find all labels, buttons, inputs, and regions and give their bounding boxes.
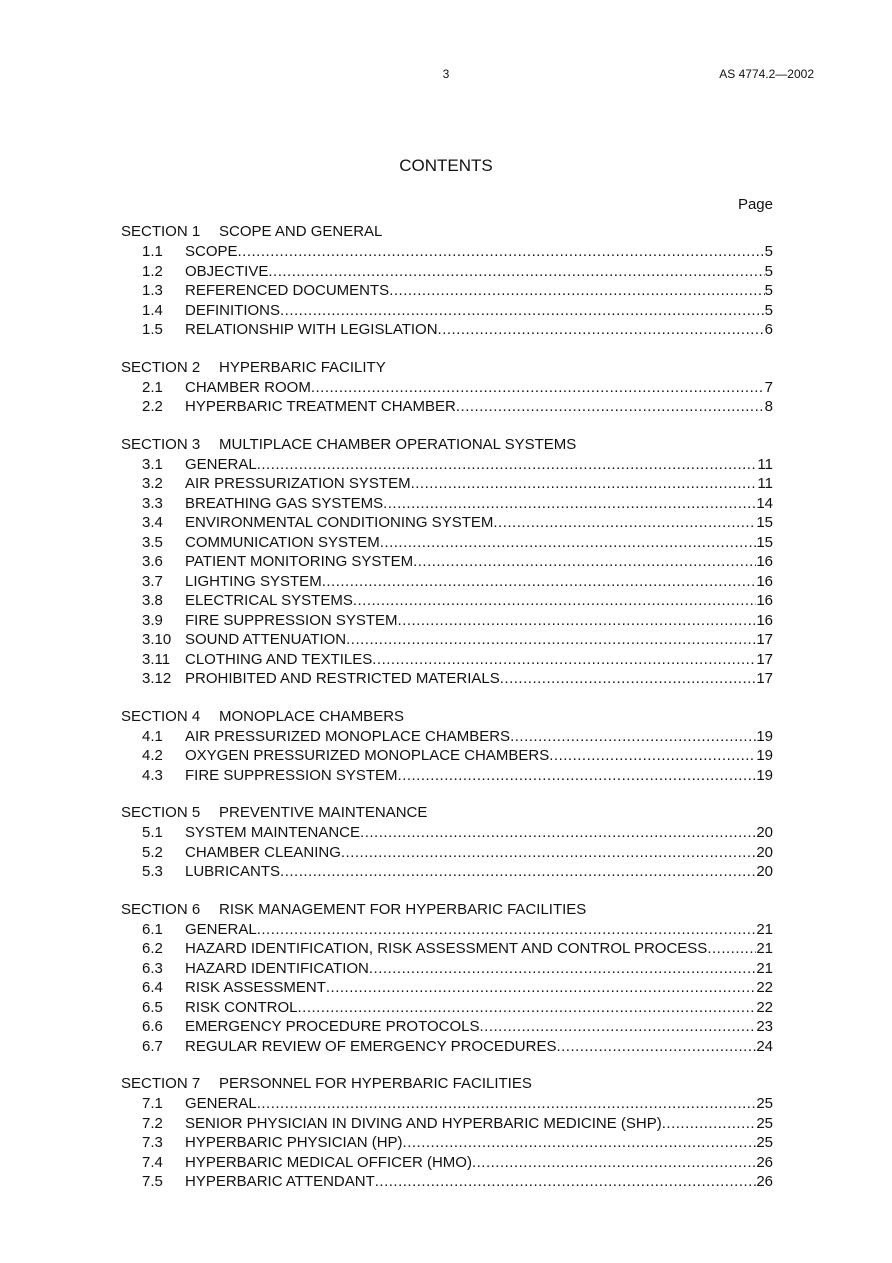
section-title: HYPERBARIC FACILITY: [219, 358, 386, 376]
entry-label: GENERAL: [185, 1095, 257, 1112]
dot-leader: [372, 650, 756, 670]
table-of-contents: [121, 222, 773, 1210]
entry-number: 1.2: [142, 262, 163, 280]
entry-label: OXYGEN PRESSURIZED MONOPLACE CHAMBERS: [185, 747, 550, 764]
entry-page-number: 14: [756, 494, 773, 512]
toc-entry[interactable]: [121, 494, 773, 514]
dot-leader: [438, 320, 765, 340]
entry-page-number: 19: [756, 747, 773, 764]
entry-number: 3.9: [142, 611, 163, 629]
dot-leader: [662, 1114, 757, 1134]
entry-number: 1.4: [142, 301, 163, 319]
entry-number: 3.5: [142, 533, 163, 551]
entry-number: 3.6: [142, 553, 163, 570]
toc-entry[interactable]: [121, 630, 773, 650]
entry-label: GENERAL: [185, 920, 257, 938]
entry-number: 3.10: [142, 631, 172, 648]
entry-page-number: 5: [764, 282, 773, 299]
section-number: SECTION 2: [121, 358, 201, 376]
entry-number: 5.1: [142, 824, 163, 841]
page-number: 3: [442, 67, 450, 81]
entry-number: 5.3: [142, 863, 163, 880]
entry-page-number: 25: [756, 1095, 773, 1112]
section-heading[interactable]: [121, 358, 773, 378]
entry-page-number: 7: [764, 378, 773, 396]
entry-number: 1.3: [142, 282, 163, 299]
entry-number: 4.3: [142, 766, 163, 784]
dot-leader: [493, 513, 756, 533]
section-title: MONOPLACE CHAMBERS: [219, 707, 405, 725]
entry-number: 1.5: [142, 321, 163, 338]
entry-number: 3.4: [142, 514, 163, 531]
section-title: MULTIPLACE CHAMBER OPERATIONAL SYSTEMS: [219, 435, 577, 453]
entry-page-number: 8: [764, 398, 773, 415]
entry-number: 3.3: [142, 494, 163, 512]
toc-entry[interactable]: [121, 1172, 773, 1192]
dot-leader: [257, 455, 758, 475]
toc-entry[interactable]: [121, 766, 773, 786]
entry-number: 7.2: [142, 1114, 163, 1132]
section-title: RISK MANAGEMENT FOR HYPERBARIC FACILITIES: [219, 900, 587, 918]
toc-entry[interactable]: [121, 998, 773, 1018]
entry-page-number: 20: [756, 824, 773, 841]
entry-page-number: 19: [756, 727, 773, 745]
entry-number: 6.4: [142, 979, 163, 996]
dot-leader: [398, 766, 757, 786]
entry-label: REGULAR REVIEW OF EMERGENCY PROCEDURES: [185, 1037, 557, 1055]
page-title: CONTENTS: [399, 156, 493, 175]
dot-leader: [411, 474, 758, 494]
entry-label: HYPERBARIC ATTENDANT: [185, 1173, 375, 1190]
toc-section: [121, 803, 773, 882]
entry-label: HYPERBARIC TREATMENT CHAMBER: [185, 398, 456, 415]
section-heading[interactable]: [121, 435, 773, 455]
toc-entry[interactable]: [121, 823, 773, 843]
toc-entry[interactable]: [121, 1153, 773, 1173]
entry-page-number: 17: [756, 670, 773, 687]
dot-leader: [383, 494, 756, 514]
entry-label: COMMUNICATION SYSTEM: [185, 533, 380, 551]
toc-section: [121, 707, 773, 786]
toc-entry[interactable]: [121, 920, 773, 940]
entry-page-number: 17: [756, 631, 773, 648]
entry-label: ELECTRICAL SYSTEMS: [185, 592, 353, 609]
toc-entry[interactable]: [121, 397, 773, 417]
dot-leader: [280, 862, 756, 882]
entry-label: AIR PRESSURIZED MONOPLACE CHAMBERS: [185, 727, 511, 745]
entry-number: 1.1: [142, 243, 163, 260]
entry-page-number: 20: [756, 843, 773, 861]
toc-entry[interactable]: [121, 939, 773, 959]
entry-number: 3.11: [142, 650, 171, 668]
entry-page-number: 16: [756, 572, 773, 590]
toc-entry[interactable]: [121, 978, 773, 998]
dot-leader: [456, 397, 765, 417]
section-number: SECTION 4: [121, 707, 201, 725]
dot-leader: [341, 843, 756, 863]
entry-page-number: 15: [756, 533, 773, 551]
entry-page-number: 6: [764, 321, 773, 338]
section-heading[interactable]: [121, 900, 773, 920]
dot-leader: [472, 1153, 756, 1173]
entry-label: DEFINITIONS: [185, 301, 281, 319]
toc-entry[interactable]: [121, 746, 773, 766]
dot-leader: [510, 727, 756, 747]
dot-leader: [353, 591, 756, 611]
entry-page-number: 26: [756, 1173, 773, 1190]
toc-entry[interactable]: [121, 727, 773, 747]
entry-page-number: 22: [756, 998, 773, 1016]
dot-leader: [398, 611, 757, 631]
entry-number: 6.7: [142, 1037, 163, 1055]
toc-entry[interactable]: [121, 262, 773, 282]
entry-page-number: 16: [756, 592, 773, 609]
toc-entry[interactable]: [121, 242, 773, 262]
dot-leader: [322, 572, 757, 592]
entry-page-number: 22: [756, 979, 773, 996]
entry-page-number: 24: [756, 1037, 773, 1055]
entry-label: RISK ASSESSMENT: [185, 979, 326, 996]
entry-label: ENVIRONMENTAL CONDITIONING SYSTEM: [185, 514, 494, 531]
entry-page-number: 16: [756, 611, 773, 629]
toc-entry[interactable]: [121, 572, 773, 592]
dot-leader: [413, 552, 756, 572]
section-heading[interactable]: [121, 707, 773, 727]
toc-entry[interactable]: [121, 552, 773, 572]
entry-number: 7.3: [142, 1134, 163, 1151]
toc-section: [121, 222, 773, 340]
dot-leader: [238, 242, 765, 262]
toc-entry[interactable]: [121, 1094, 773, 1114]
section-number: SECTION 5: [121, 804, 201, 821]
entry-label: CLOTHING AND TEXTILES: [185, 650, 373, 668]
dot-leader: [311, 378, 765, 398]
entry-number: 7.1: [142, 1095, 163, 1112]
entry-label: HAZARD IDENTIFICATION, RISK ASSESSMENT AND CONTROL PROCESS: [185, 940, 708, 957]
dot-leader: [549, 746, 756, 766]
entry-label: FIRE SUPPRESSION SYSTEM: [185, 611, 398, 629]
section-title: PREVENTIVE MAINTENANCE: [219, 804, 428, 821]
entry-number: 6.3: [142, 959, 163, 977]
toc-entry[interactable]: [121, 320, 773, 340]
toc-section: [121, 1074, 773, 1192]
section-number: SECTION 1: [121, 223, 201, 240]
toc-entry[interactable]: [121, 669, 773, 689]
toc-entry[interactable]: [121, 533, 773, 553]
dot-leader: [375, 1172, 757, 1192]
entry-page-number: 19: [756, 766, 773, 784]
entry-label: RELATIONSHIP WITH LEGISLATION: [185, 321, 438, 338]
entry-number: 2.2: [142, 398, 163, 415]
entry-number: 5.2: [142, 843, 163, 861]
toc-entry[interactable]: [121, 1114, 773, 1134]
dot-leader: [707, 939, 756, 959]
entry-label: PATIENT MONITORING SYSTEM: [185, 553, 414, 570]
section-title: SCOPE AND GENERAL: [219, 223, 383, 240]
toc-section: [121, 435, 773, 689]
dot-leader: [403, 1133, 757, 1153]
dot-leader: [280, 301, 765, 321]
toc-entry[interactable]: [121, 843, 773, 863]
dot-leader: [369, 959, 756, 979]
dot-leader: [360, 823, 756, 843]
entry-page-number: 20: [756, 863, 773, 880]
entry-number: 2.1: [142, 378, 163, 396]
toc-entry[interactable]: [121, 281, 773, 301]
entry-page-number: 15: [756, 514, 773, 531]
dot-leader: [500, 669, 757, 689]
entry-number: 3.12: [142, 670, 172, 687]
toc-entry[interactable]: [121, 1133, 773, 1153]
entry-number: 3.2: [142, 475, 163, 492]
entry-label: LIGHTING SYSTEM: [185, 572, 322, 590]
entry-page-number: 25: [756, 1134, 773, 1151]
entry-number: 6.1: [142, 920, 163, 938]
dot-leader: [346, 630, 756, 650]
dot-leader: [480, 1017, 757, 1037]
toc-section: [121, 900, 773, 1057]
entry-label: HYPERBARIC PHYSICIAN (HP): [185, 1134, 403, 1151]
toc-section: [121, 358, 773, 417]
toc-entry[interactable]: [121, 301, 773, 321]
entry-label: HYPERBARIC MEDICAL OFFICER (HMO): [185, 1153, 472, 1171]
dot-leader: [389, 281, 764, 301]
entry-number: 3.1: [142, 455, 163, 473]
entry-page-number: 5: [764, 301, 773, 319]
entry-page-number: 21: [756, 959, 773, 977]
dot-leader: [268, 262, 764, 282]
standard-designation: AS 4774.2—2002: [719, 67, 814, 81]
entry-label: LUBRICANTS: [185, 863, 281, 880]
entry-label: RISK CONTROL: [185, 998, 298, 1016]
toc-entry[interactable]: [121, 378, 773, 398]
dot-leader: [257, 1094, 757, 1114]
toc-entry[interactable]: [121, 591, 773, 611]
entry-label: SOUND ATTENUATION: [185, 631, 347, 648]
section-number: SECTION 7: [121, 1075, 201, 1092]
entry-page-number: 5: [764, 243, 773, 260]
section-number: SECTION 6: [121, 900, 201, 918]
section-heading[interactable]: [121, 1074, 773, 1094]
dot-leader: [298, 998, 757, 1018]
entry-label: GENERAL: [185, 455, 257, 473]
entry-number: 3.7: [142, 572, 163, 590]
section-heading[interactable]: [121, 803, 773, 823]
section-number: SECTION 3: [121, 435, 201, 453]
entry-number: 6.2: [142, 940, 163, 957]
section-title: PERSONNEL FOR HYPERBARIC FACILITIES: [219, 1075, 532, 1092]
toc-entry[interactable]: [121, 1037, 773, 1057]
entry-page-number: 25: [756, 1114, 773, 1132]
toc-entry[interactable]: [121, 474, 773, 494]
entry-label: AIR PRESSURIZATION SYSTEM: [185, 475, 411, 492]
entry-page-number: 21: [756, 940, 773, 957]
dot-leader: [380, 533, 757, 553]
entry-label: BREATHING GAS SYSTEMS: [185, 494, 384, 512]
dot-leader: [556, 1037, 756, 1057]
entry-number: 7.5: [142, 1173, 163, 1190]
dot-leader: [326, 978, 756, 998]
entry-label: FIRE SUPPRESSION SYSTEM: [185, 766, 398, 784]
toc-entry[interactable]: [121, 862, 773, 882]
entry-label: REFERENCED DOCUMENTS: [185, 282, 390, 299]
entry-label: SYSTEM MAINTENANCE: [185, 824, 361, 841]
dot-leader: [257, 920, 757, 940]
entry-label: HAZARD IDENTIFICATION: [185, 959, 369, 977]
toc-entry[interactable]: [121, 1017, 773, 1037]
section-heading[interactable]: [121, 222, 773, 242]
entry-page-number: 5: [764, 262, 773, 280]
toc-entry[interactable]: [121, 455, 773, 475]
entry-label: SENIOR PHYSICIAN IN DIVING AND HYPERBARIC MEDICINE (SHP): [185, 1114, 662, 1132]
entry-page-number: 23: [756, 1018, 773, 1035]
entry-page-number: 11: [757, 455, 773, 473]
entry-page-number: 21: [756, 920, 773, 938]
entry-number: 4.1: [142, 727, 163, 745]
entry-page-number: 16: [756, 553, 773, 570]
entry-label: PROHIBITED AND RESTRICTED MATERIALS: [185, 670, 500, 687]
toc-entry[interactable]: [121, 959, 773, 979]
toc-entry[interactable]: [121, 513, 773, 533]
toc-entry[interactable]: [121, 611, 773, 631]
entry-number: 6.5: [142, 998, 163, 1016]
entry-number: 3.8: [142, 592, 163, 609]
entry-page-number: 17: [756, 650, 773, 668]
entry-page-number: 11: [757, 475, 773, 492]
entry-label: EMERGENCY PROCEDURE PROTOCOLS: [185, 1018, 480, 1035]
entry-number: 7.4: [142, 1153, 163, 1171]
toc-entry[interactable]: [121, 650, 773, 670]
entry-label: SCOPE: [185, 243, 238, 260]
entry-label: CHAMBER ROOM: [185, 378, 311, 396]
entry-number: 4.2: [142, 747, 163, 764]
page-column-heading: Page: [737, 196, 773, 213]
entry-label: CHAMBER CLEANING: [185, 843, 341, 861]
entry-number: 6.6: [142, 1018, 163, 1035]
entry-page-number: 26: [756, 1153, 773, 1171]
entry-label: OBJECTIVE: [185, 262, 269, 280]
